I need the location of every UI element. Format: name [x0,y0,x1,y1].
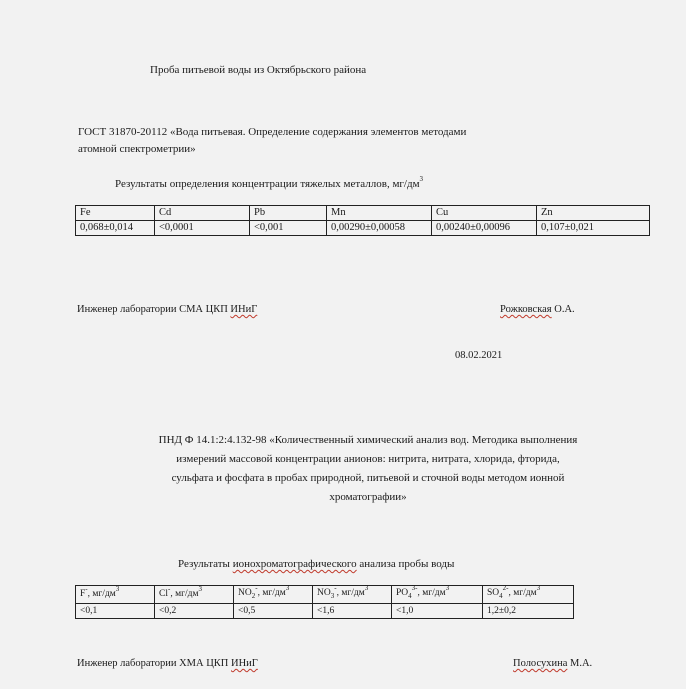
signature1-name: Рожковская [500,304,552,315]
metals-caption-sup: 3 [419,175,424,184]
signature1-person [500,304,575,315]
ion-unit: , мг/дм [417,588,446,598]
signature2-engineer-text: Инженер лаборатории ХМА ЦКП [77,658,229,669]
ion-unit: , мг/дм [87,589,116,600]
anions-value-cell: <0,5 [234,603,313,618]
metals-value-cell: 0,00290±0,00058 [327,221,432,236]
anions-header-cell [313,583,392,604]
metals-header-cell: Zn [537,206,650,221]
gost-standard-line2: атомной спектрометрии» [78,143,196,155]
ion-symbol: F [80,589,86,600]
metals-header-cell: Cd [155,206,250,221]
metals-header-row [76,206,650,221]
anions-value-cell: <0,2 [155,603,234,618]
ion-unit: , мг/дм [508,588,537,598]
ion-unit: , мг/дм [336,588,365,598]
ion-charge: 3- [411,583,418,592]
pnd-standard [78,431,658,507]
anions-caption-wavy: ионохроматографического [232,558,357,570]
ion-unit-exponent: 3 [285,583,290,592]
metals-header-cell: Mn [327,206,432,221]
pnd-standard-line: измерений массовой концентрации анионов: нитрита, нитрата, хлорида, фторида, [176,453,560,465]
ion-symbol: SO [487,588,500,598]
anions-value-row [76,603,574,618]
pnd-standard-line: хроматографии» [329,491,407,503]
ion-unit-exponent: 3 [536,583,541,592]
anions-header-cell [392,583,483,604]
anions-header-cell [234,583,313,604]
signature2-name: Полосухина [513,658,568,669]
document-title: Проба питьевой воды из Октябрьского района [150,64,367,76]
ion-unit-exponent: 3 [115,585,120,594]
ion-unit: , мг/дм [257,588,286,598]
ion-subscript: 3 [330,591,335,600]
metals-caption-text: Результаты определения концентрации тяжелых металлов, мг/дм [115,178,420,190]
anions-caption-before: Результаты [178,558,230,570]
ion-subscript: 2 [251,591,256,600]
metals-header-cell: Fe [76,206,155,221]
signature2-engineer [77,658,258,669]
metals-value-cell: 0,107±0,021 [537,221,650,236]
ion-charge: - [334,583,337,592]
signature1-engineer-text: Инженер лаборатории СМА ЦКП [77,304,228,315]
signature1-initials: О.А. [554,304,575,315]
metals-header-cell: Pb [250,206,327,221]
anions-value-cell: 1,2±0,2 [483,603,574,618]
anions-caption-after: анализа пробы воды [359,558,455,570]
ion-symbol: Cl [159,589,168,600]
anions-header-cell [155,586,234,604]
anions-caption [178,558,454,570]
ion-unit-exponent: 3 [364,583,369,592]
ion-unit-exponent: 3 [198,585,202,594]
ion-symbol: NO [317,588,331,598]
ion-unit-exponent: 3 [445,583,450,592]
signature2-person [513,658,592,669]
ion-charge: - [85,585,88,594]
anions-value-cell: <1,0 [392,603,483,618]
ion-charge: 2- [502,583,509,592]
anions-value-cell: <1,6 [313,603,392,618]
ion-symbol: PO [396,588,409,598]
metals-value-cell: <0,001 [250,221,327,236]
document-date: 08.02.2021 [455,350,503,361]
anions-header-cell [76,586,155,604]
metals-value-cell: <0,0001 [155,221,250,236]
metals-value-cell: 0,068±0,014 [76,221,155,236]
anions-header-cell [483,583,574,604]
ion-unit: , мг/дм [170,589,199,600]
metals-value-cell: 0,00240±0,00096 [432,221,537,236]
anions-value-cell: <0,1 [76,603,155,618]
ion-symbol: NO [238,588,252,598]
pnd-standard-line: сульфата и фосфата в пробах природной, питьевой и сточной воды методом ионной [171,472,565,484]
metals-value-row [76,221,650,236]
metals-header-cell: Cu [432,206,537,221]
anions-header-row [76,586,574,604]
ion-charge: - [255,583,258,592]
pnd-standard-line: ПНД Ф 14.1:2:4.132-98 «Количественный химический анализ вод. Методика выполнения [158,434,578,446]
anions-table [75,585,574,619]
signature2-org: ИНиГ [231,658,258,669]
gost-standard-line1: ГОСТ 31870-20112 «Вода питьевая. Определение содержания элементов методами [78,126,467,138]
ion-subscript: 4 [499,591,503,600]
metals-caption [115,175,424,190]
ion-charge: - [167,585,171,594]
signature1-engineer [77,304,257,315]
signature1-org: ИНиГ [230,304,258,315]
ion-subscript: 4 [408,591,412,600]
signature2-initials: М.А. [570,658,593,669]
metals-table [75,205,650,236]
